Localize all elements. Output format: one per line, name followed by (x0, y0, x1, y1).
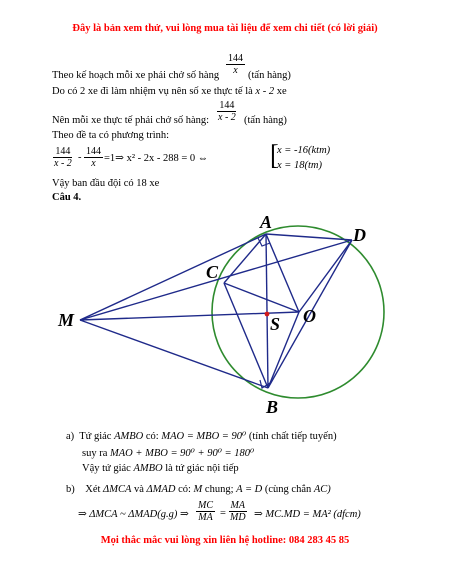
ratio-mc-ma (196, 500, 215, 523)
fraction-denominator: x (91, 158, 96, 169)
segment-ao (266, 234, 299, 312)
angle-a-equals-d: A = D (236, 484, 263, 495)
angle-m: M (193, 484, 203, 495)
fraction-denominator: x (233, 65, 238, 76)
conclusion-text: Vậy ban đầu đội có (52, 178, 134, 189)
conclusion-unit: xe (149, 178, 160, 189)
fraction-denominator: x - 2 (54, 158, 72, 169)
point-s (265, 312, 270, 317)
eq-quadratic: =1⇒ x² - 2x - 288 = 0 ⇔ (104, 153, 209, 164)
part-a-line-2 (82, 447, 254, 459)
label-m: M (58, 310, 75, 330)
label-o: O (303, 306, 316, 326)
tangent-ma (80, 234, 266, 320)
fraction-numerator: MC (198, 500, 213, 511)
actual-load-text: Nên mỗi xe thực tế phải chở số hàng: (52, 115, 210, 126)
eq-case-rejected: x = -16(ktm) (277, 145, 331, 156)
plan-load-text: Theo kế hoạch mỗi xe phải chở số hàng (52, 70, 220, 81)
angle-sum: MAO + MBO = 90⁰ + 90⁰ = 180⁰ (110, 448, 255, 459)
part-b-text: có: (178, 484, 191, 495)
quad-amb0: AMBO (114, 431, 144, 442)
part-a-line-1 (66, 430, 337, 442)
ratio-ma-md (228, 500, 248, 523)
ratio-equals: = (220, 508, 226, 519)
cases-brace: [ (270, 138, 279, 171)
label-d: D (353, 225, 366, 245)
actual-trucks-expr: x - 2 (255, 86, 275, 97)
segment-cb (224, 283, 268, 388)
actual-load-unit: (tấn hàng) (244, 115, 287, 126)
triangle-mad: ΔMAD (146, 484, 176, 495)
fraction-denominator: x - 2 (218, 112, 236, 123)
label-s: S (270, 314, 281, 334)
label-c: C (206, 262, 219, 282)
part-b-text: chung; (204, 484, 234, 495)
fraction-denominator: MA (198, 512, 213, 523)
equation-intro: Theo đề ta có phương trình: (52, 130, 170, 141)
segment-do (299, 240, 352, 312)
eq-minus: - (78, 152, 82, 163)
fraction-numerator: 144 (219, 100, 235, 111)
arc-ac: AC) (313, 484, 331, 495)
actual-trucks-unit: xe (276, 86, 287, 97)
eq-case-accepted: x = 18(tm) (277, 160, 322, 171)
power-of-point-result: ⇒ MC.MD = MA² (dfcm) (254, 509, 361, 520)
quad-amb0: AMBO (133, 463, 163, 474)
label-b: B (266, 397, 279, 417)
tangent-mb (80, 320, 268, 388)
part-a-text: suy ra (82, 448, 108, 459)
preview-notice: Đây là bản xem thử, vui lòng mua tài liệu để xem chi tiết (có lời giải) (72, 23, 378, 34)
segment-co (224, 283, 299, 312)
segment-ab (266, 234, 268, 388)
label-a: A (260, 212, 273, 232)
part-b-text: Xét (85, 484, 101, 495)
similarity-conclusion: ⇒ ΔMCA ~ ΔMAD(g.g) ⇒ (78, 509, 189, 520)
part-b-reason: (cùng chắn (264, 484, 312, 495)
part-b-line-1 (66, 484, 331, 495)
fraction-numerator: 144 (228, 53, 243, 64)
part-a-text: Vậy tứ giác (82, 463, 131, 474)
triangle-mca: ΔMCA (103, 484, 132, 495)
question-4-title: Câu 4. (52, 192, 82, 203)
fraction-denominator: MD (230, 512, 246, 523)
hotline-notice: Mọi thắc mắc vui lòng xin liên hệ hotline: 084 283 45 85 (100, 535, 350, 546)
angle-equality: MAO = MBO = 90⁰ (161, 431, 247, 442)
part-a-text: là tứ giác nội tiếp (165, 463, 239, 474)
part-a-text: Tứ giác (79, 431, 112, 442)
plan-load-unit: (tấn hàng) (248, 70, 291, 81)
part-a-line-3 (82, 463, 239, 474)
part-b-text: và (134, 484, 144, 495)
fraction-numerator: MA (230, 500, 245, 511)
fraction-numerator: 144 (86, 146, 101, 157)
conclusion-value: 18 (136, 178, 147, 189)
fraction-numerator: 144 (55, 146, 71, 157)
part-a-reason: (tính chất tiếp tuyến) (248, 431, 337, 442)
part-a-label: a) (66, 431, 75, 442)
part-b-label: b) (66, 484, 75, 495)
actual-trucks-text: Do có 2 xe đi làm nhiệm vụ nên số xe thực tế là (52, 86, 253, 97)
part-a-text: có: (145, 431, 159, 442)
